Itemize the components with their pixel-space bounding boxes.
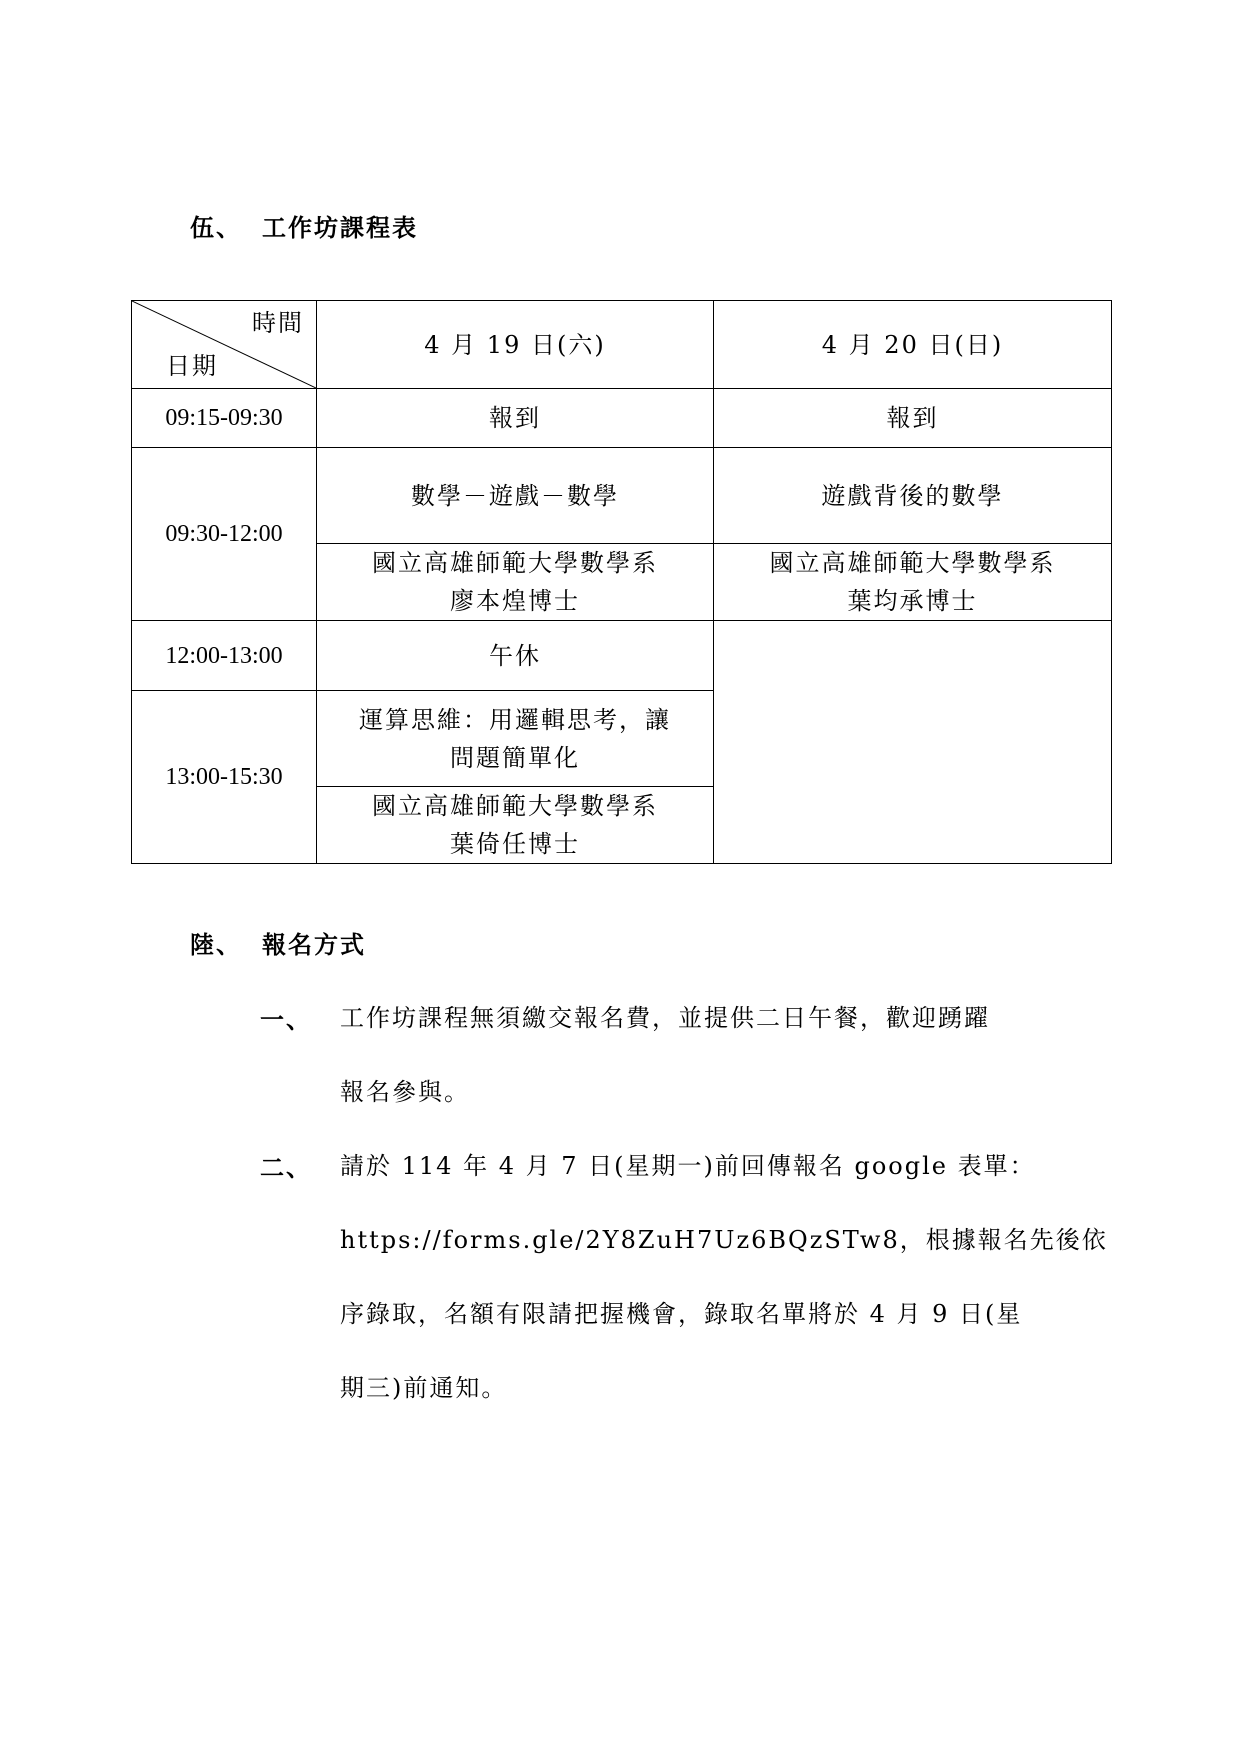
morning-day1-topic: 數學－遊戲－數學 [317,448,714,544]
item-2-marker: 二、 [260,1153,312,1182]
checkin-day2: 報到 [714,389,1112,448]
lunch-time: 12:00-13:00 [132,621,317,691]
day1-header: 4 月 19 日(六) [317,301,714,389]
morning-day1-speaker-name: 廖本煌博士 [450,587,580,615]
morning-time: 09:30-12:00 [132,448,317,621]
section-6-title: 報名方式 [262,930,366,959]
afternoon-day1-speaker-affiliation: 國立高雄師範大學數學系 [372,792,658,820]
morning-day2-speaker-name: 葉均承博士 [847,587,978,615]
item-2-line: 序錄取，名額有限請把握機會，錄取名單將於 4 月 9 日(星 [340,1300,1023,1328]
table-row-checkin [132,389,1112,448]
table-row-morning-topic [132,448,1112,544]
table-header-row [132,301,1112,389]
registration-form-link-line: https://forms.gle/2Y8ZuH7Uz6BQzSTw8，根據報名先後依 [340,1226,1108,1254]
morning-day1-speaker-affiliation: 國立高雄師範大學數學系 [372,549,658,577]
checkin-time: 09:15-09:30 [132,389,317,448]
item-1-marker: 一、 [260,1005,312,1034]
morning-day2-topic: 遊戲背後的數學 [714,448,1112,544]
afternoon-day1-speaker [317,787,714,864]
schedule-table [131,300,1112,864]
item-1-text [340,1000,1060,1148]
day2-header: 4 月 20 日(日) [714,301,1112,389]
lunch-day1: 午休 [317,621,714,691]
section-5-title: 工作坊課程表 [262,213,418,242]
morning-day2-speaker-affiliation: 國立高雄師範大學數學系 [769,549,1056,577]
corner-time-label: 時間 [252,309,304,337]
morning-day2-speaker [714,544,1112,621]
section-5-number: 伍、 [190,213,242,242]
checkin-day1: 報到 [317,389,714,448]
afternoon-day1-topic-line1: 運算思維：用邏輯思考，讓 [359,705,671,734]
item-1-line: 報名參與。 [340,1078,470,1106]
item-2-line: 請於 114 年 4 月 7 日(星期一)前回傳報名 google 表單： [340,1152,1036,1180]
section-6-heading [190,925,366,960]
afternoon-day1-topic-line2: 問題簡單化 [450,743,580,772]
morning-day1-speaker [317,544,714,621]
section-6-number: 陸、 [190,930,242,959]
afternoon-day1-topic [317,691,714,787]
day2-afternoon-empty-cell [714,621,1112,864]
section-5-heading [190,208,418,243]
afternoon-time: 13:00-15:30 [132,691,317,864]
corner-header-cell [132,301,317,389]
item-2-line: 期三)前通知。 [340,1374,508,1402]
table-row-lunch [132,621,1112,691]
item-1-line: 工作坊課程無須繳交報名費，並提供二日午餐，歡迎踴躍 [340,1004,990,1032]
item-2-text [340,1148,1108,1444]
corner-date-label: 日期 [166,352,218,380]
afternoon-day1-speaker-name: 葉倚任博士 [450,830,580,858]
